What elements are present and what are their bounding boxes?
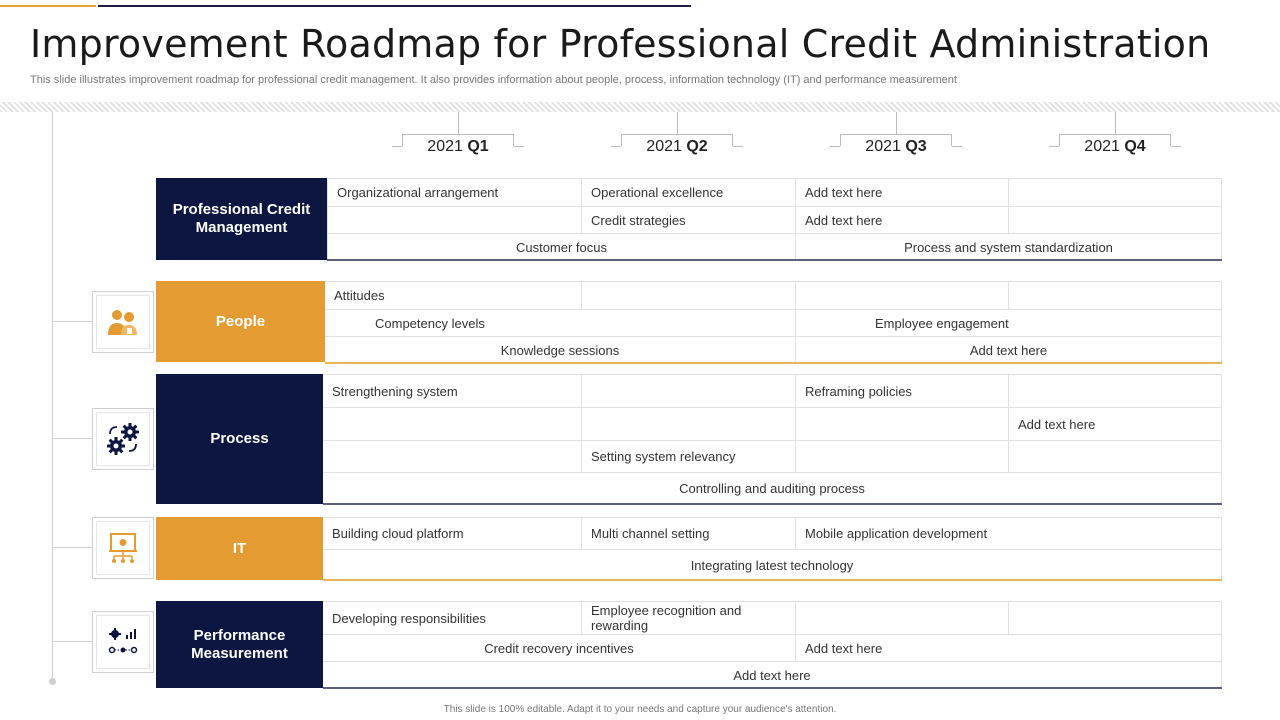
roadmap-cell: Integrating latest technology: [323, 549, 1222, 580]
performance-icon-box: [92, 611, 154, 673]
timeline-connector: [53, 547, 92, 548]
roadmap-cell: Competency levels: [325, 309, 796, 336]
roadmap-cell-empty: [1009, 206, 1222, 233]
roadmap-cell-empty: [323, 440, 582, 472]
roadmap-cell-empty: [582, 407, 796, 440]
timeline-connector: [53, 438, 92, 439]
it-icon-box: [92, 517, 154, 579]
roadmap-cell-empty: [796, 440, 1009, 472]
roadmap-cell: Organizational arrangement: [327, 178, 582, 206]
page-title: Improvement Roadmap for Professional Credit Administration: [30, 22, 1211, 66]
timeline-line: [52, 112, 53, 680]
timeline-connector: [53, 641, 92, 642]
process-icon-box: [92, 408, 154, 470]
roadmap-cell-empty: [1009, 440, 1222, 472]
quarter-header-q4: 2021 Q4: [1057, 112, 1177, 162]
roadmap-cell-empty: [796, 281, 1009, 309]
performance-metrics-icon: [106, 625, 140, 659]
category-performance-measurement: Performance Measurement: [156, 601, 323, 688]
category-people: People: [156, 281, 325, 362]
row-underline: [323, 579, 1222, 581]
roadmap-cell: Customer focus: [327, 233, 796, 260]
roadmap-cell: Credit strategies: [582, 206, 796, 233]
hatch-divider: [0, 102, 1280, 112]
roadmap-cell: Add text here: [796, 206, 1009, 233]
roadmap-cell-empty: [327, 206, 582, 233]
roadmap-cell: Reframing policies: [796, 374, 1009, 407]
quarter-label: Q2: [686, 138, 708, 155]
roadmap-cell-empty: [796, 601, 1009, 634]
roadmap-cell: Operational excellence: [582, 178, 796, 206]
people-icon: [106, 307, 140, 337]
row-underline: [325, 362, 1222, 364]
roadmap-cell: Employee recognition and rewarding: [582, 601, 796, 634]
roadmap-cell: Add text here: [796, 178, 1009, 206]
timeline-end-dot: [49, 678, 56, 685]
roadmap-cell: Knowledge sessions: [325, 336, 796, 363]
row-underline: [327, 259, 1222, 261]
presentation-network-icon: [106, 531, 140, 565]
roadmap-cell: Add text here: [796, 336, 1222, 363]
roadmap-cell: Developing responsibilities: [323, 601, 582, 634]
roadmap-cell: Add text here: [1009, 407, 1222, 440]
roadmap-cell-empty: [1009, 281, 1222, 309]
quarter-label: Q3: [905, 138, 927, 155]
roadmap-cell: Add text here: [323, 661, 1222, 688]
accent-bar-orange: [0, 5, 96, 7]
roadmap-cell-empty: [582, 281, 796, 309]
roadmap-cell: Add text here: [796, 634, 1222, 661]
roadmap-cell-empty: [582, 374, 796, 407]
roadmap-cell-empty: [1009, 601, 1222, 634]
roadmap-cell: Building cloud platform: [323, 517, 582, 549]
row-underline: [323, 687, 1222, 689]
quarter-label: Q4: [1124, 138, 1146, 155]
quarter-header-q3: 2021 Q3: [838, 112, 958, 162]
roadmap-cell: Controlling and auditing process: [323, 472, 1222, 504]
roadmap-cell: Process and system standardization: [796, 233, 1222, 260]
accent-bar-dark: [98, 5, 691, 7]
quarter-label: Q1: [467, 138, 489, 155]
row-underline: [323, 503, 1222, 505]
quarter-header-q1: 2021 Q1: [400, 112, 520, 162]
category-it: IT: [156, 517, 323, 580]
category-professional-credit-management: Professional Credit Management: [156, 178, 327, 260]
gears-icon: [106, 422, 140, 456]
people-icon-box: [92, 291, 154, 353]
roadmap-cell-empty: [323, 407, 582, 440]
roadmap-cell-empty: [1009, 178, 1222, 206]
roadmap-cell: Attitudes: [325, 281, 582, 309]
roadmap-cell: Strengthening system: [323, 374, 582, 407]
category-process: Process: [156, 374, 323, 504]
roadmap-cell: Credit recovery incentives: [323, 634, 796, 661]
roadmap-cell: Setting system relevancy: [582, 440, 796, 472]
roadmap-cell: Multi channel setting: [582, 517, 796, 549]
roadmap-cell-empty: [796, 407, 1009, 440]
page-subtitle: This slide illustrates improvement roadmap for professional credit management. It also provides information about people, process, information technology (IT) and performance measurement: [30, 74, 957, 86]
timeline-connector: [53, 321, 92, 322]
roadmap-cell: Mobile application development: [796, 517, 1222, 549]
footer-note: This slide is 100% editable. Adapt it to your needs and capture your audience's attention.: [443, 704, 837, 715]
roadmap-cell-empty: [1009, 374, 1222, 407]
roadmap-cell: Employee engagement: [796, 309, 1222, 336]
quarter-header-q2: 2021 Q2: [619, 112, 739, 162]
